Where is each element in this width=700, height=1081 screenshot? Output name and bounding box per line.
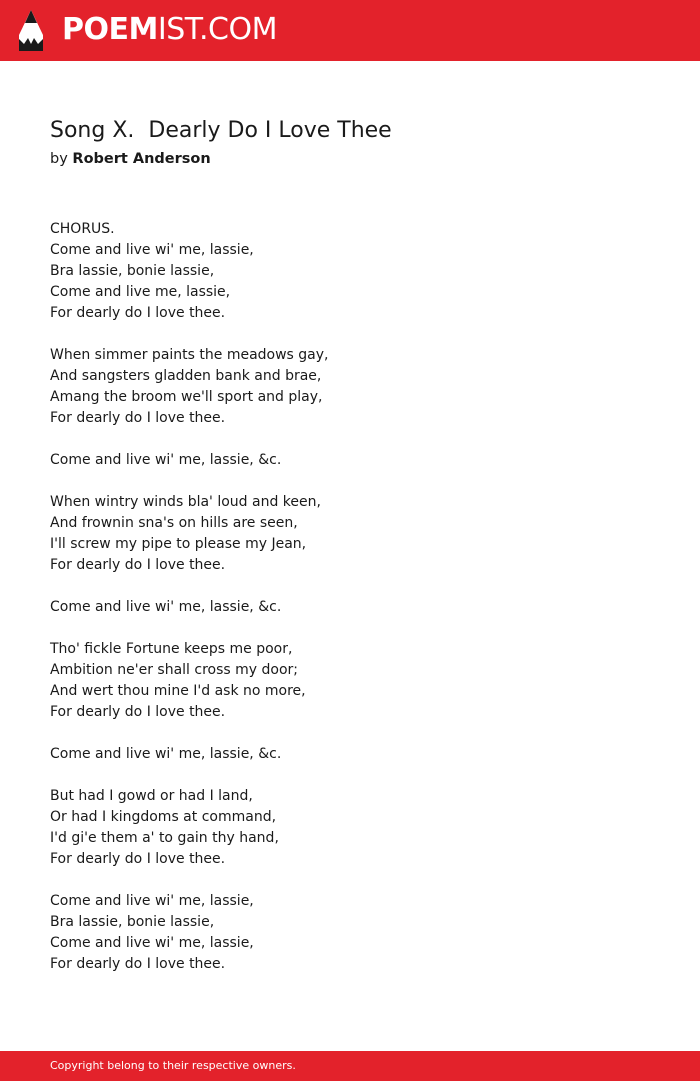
poem-line: For dearly do I love thee. <box>50 305 226 321</box>
poem-line: Bra lassie, bonie lassie, <box>50 914 215 930</box>
poem-line: I'd gi'e them a' to gain thy hand, <box>50 830 279 846</box>
logo-text-light: IST.COM <box>157 12 277 47</box>
poem-line: Come and live wi' me, lassie, &c. <box>50 599 282 615</box>
poem-line: Amang the broom we'll sport and play, <box>50 389 323 405</box>
logo-text-bold: POEM <box>62 12 158 47</box>
poem-line: And wert thou mine I'd ask no more, <box>50 683 306 699</box>
poem-line: When wintry winds bla' loud and keen, <box>50 494 321 510</box>
copyright-text: Copyright belong to their respective owners. <box>50 1059 296 1072</box>
site-header <box>0 0 700 61</box>
poem-line: Ambition ne'er shall cross my door; <box>50 662 299 678</box>
poem-line: For dearly do I love thee. <box>50 851 226 867</box>
stanza <box>50 744 650 765</box>
stanza <box>50 492 650 576</box>
stanza <box>50 639 650 723</box>
poem-line: CHORUS. <box>50 221 115 237</box>
poem-line: Come and live wi' me, lassie, <box>50 935 254 951</box>
pen-nib-icon <box>17 9 45 52</box>
poem-line: For dearly do I love thee. <box>50 704 226 720</box>
poem-line: Come and live wi' me, lassie, &c. <box>50 452 282 468</box>
poem-line: Tho' fickle Fortune keeps me poor, <box>50 641 293 657</box>
stanza <box>50 345 650 429</box>
site-footer <box>0 1051 700 1081</box>
poem-line: When simmer paints the meadows gay, <box>50 347 329 363</box>
poem-line: I'll screw my pipe to please my Jean, <box>50 536 307 552</box>
poem-line: But had I gowd or had I land, <box>50 788 253 804</box>
byline <box>50 149 211 169</box>
poem-line: Come and live me, lassie, <box>50 284 231 300</box>
poem-body <box>50 219 650 975</box>
poem-line: Or had I kingdoms at command, <box>50 809 277 825</box>
poem-line: Come and live wi' me, lassie, &c. <box>50 746 282 762</box>
poem-line: Come and live wi' me, lassie, <box>50 893 254 909</box>
poem-line: For dearly do I love thee. <box>50 956 226 972</box>
author-name: Robert Anderson <box>72 151 211 167</box>
poem-title: Song X. Dearly Do I Love Thee <box>50 118 392 143</box>
site-logo[interactable] <box>62 12 277 48</box>
by-label: by <box>50 151 68 167</box>
poem-line: Come and live wi' me, lassie, <box>50 242 254 258</box>
poem-line: And sangsters gladden bank and brae, <box>50 368 322 384</box>
poem-line: Bra lassie, bonie lassie, <box>50 263 215 279</box>
stanza <box>50 597 650 618</box>
stanza <box>50 450 650 471</box>
stanza <box>50 219 650 324</box>
stanza <box>50 891 650 975</box>
poem-line: For dearly do I love thee. <box>50 557 226 573</box>
poem-line: For dearly do I love thee. <box>50 410 226 426</box>
stanza <box>50 786 650 870</box>
poem-line: And frownin sna's on hills are seen, <box>50 515 298 531</box>
